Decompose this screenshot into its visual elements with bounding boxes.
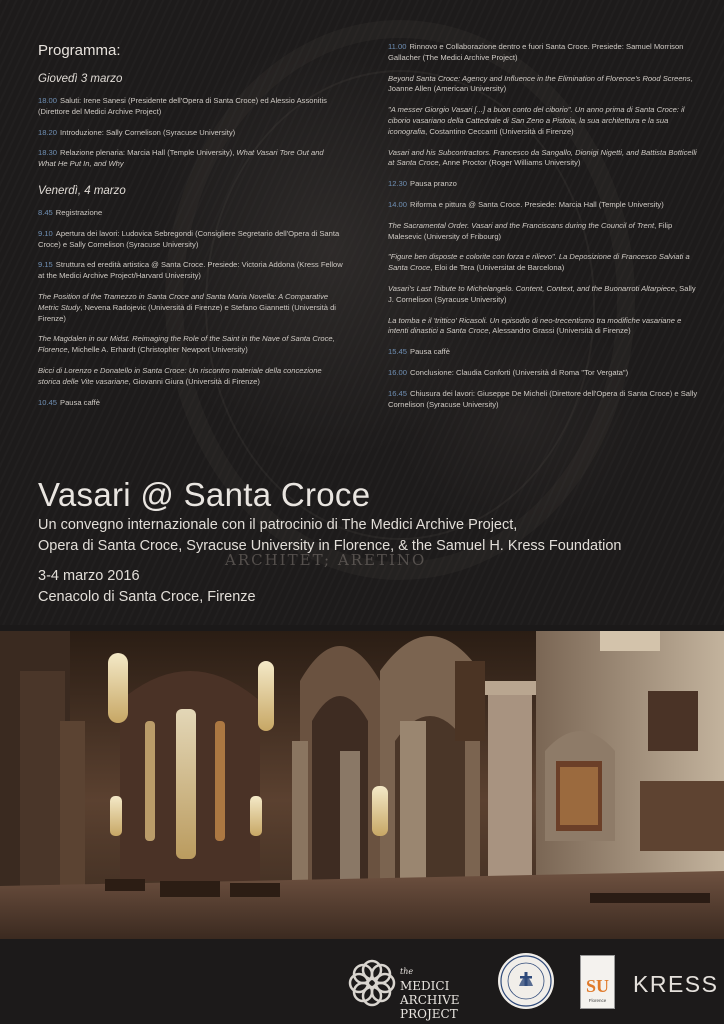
entry-text: Pausa caffè	[410, 347, 450, 357]
program-entry	[38, 128, 343, 139]
entry-text: Relazione plenaria: Marcia Hall (Temple University),	[60, 148, 237, 158]
event-subtitle-line-1: Un convegno internazionale con il patrocinio di The Medici Archive Project,	[38, 517, 518, 533]
entry-paper-title: The Sacramental Order. Vasari and the Franciscans during the Council of Trent	[388, 220, 655, 230]
program-entry	[38, 366, 343, 388]
entry-paper-title: The Magdalen in our Midst. Reimaging the Role of the Saint in the Nave of Santa Croce, Florence	[38, 334, 335, 355]
opera-santa-croce-seal	[497, 952, 555, 1010]
entry-text: Registrazione	[55, 207, 103, 217]
program-entry	[38, 334, 343, 356]
program-entry	[388, 74, 698, 96]
entry-text: Riforma e pittura @ Santa Croce. Presiede: Marcia Hall (Temple University)	[410, 199, 664, 209]
entry-time: 12.30	[388, 179, 408, 189]
entry-paper-title: What Vasari Tore Out and What He Put In, and Why	[38, 148, 324, 169]
program-entry	[388, 179, 698, 190]
medici-logo-line-3: PROJECT	[400, 1007, 458, 1021]
su-logo-text: SU	[585, 976, 609, 996]
entry-time: 14.00	[388, 199, 408, 209]
entry-paper-title: "A messer Giorgio Vasari [...] a buon conto del ciborio". Un anno prima di Santa Croce: il ciborio vasariano della Cattedrale di San Zeno a Pistoia, la sua architettura e la sua iconografia	[388, 105, 685, 136]
entry-text: Apertura dei lavori: Ludovica Sebregondi (Consigliere Segretario dell'Opera di Santa Croce) e Sally Cornelison (Syracuse University)	[38, 228, 340, 249]
entry-text: Conclusione: Claudia Conforti (Università di Roma "Tor Vergata")	[410, 367, 629, 377]
program-entry	[388, 316, 698, 338]
entry-text: Pausa pranzo	[410, 179, 457, 189]
entry-time: 18.30	[38, 148, 58, 158]
entry-paper-title: "Figure ben disposte e colorite con forza e rilievo". La Deposizione di Francesco Salviati a Santa Croce	[388, 252, 690, 273]
entry-time: 18.20	[38, 127, 58, 137]
entry-text: Chiusura dei lavori: Giuseppe De Micheli (Direttore dell'Opera di Santa Croce) e Sally Cornelison (Syracuse University)	[388, 388, 698, 409]
entry-speaker: , Sally J. Cornelison (Syracuse University)	[388, 283, 696, 304]
entry-paper-title: Beyond Santa Croce: Agency and Influence in the Elimination of Florence's Rood Screens	[388, 73, 691, 83]
program-entry	[388, 389, 698, 411]
right-entries	[388, 42, 698, 410]
entry-paper-title: Vasari and his Subcontractors. Francesco da Sangallo, Dionigi Nigetti, and Battista Botticelli at Santa Croce	[388, 147, 697, 168]
entry-speaker: , Nevena Radojevic (Università di Firenze) e Stefano Giannetti (Università di Firenze)	[38, 302, 336, 323]
entry-text: Rinnovo e Collaborazione dentro e fuori Santa Croce. Presiede: Samuel Morrison Gallacher (The Medici Archive Project)	[388, 42, 684, 62]
program-left-column	[38, 42, 343, 418]
su-logo-subtext: Florence	[588, 998, 607, 1003]
program-entry	[388, 200, 698, 211]
entry-time: 9.10	[38, 228, 53, 238]
day-heading-2: Venerdì, 4 marzo	[38, 184, 126, 197]
event-venue: Cenacolo di Santa Croce, Firenze	[38, 589, 256, 605]
event-title-block	[38, 476, 698, 607]
entry-time: 11.00	[388, 42, 407, 51]
program-entry	[388, 284, 698, 306]
entry-speaker: , Anne Proctor (Roger Williams University)	[438, 158, 581, 168]
program-entry	[388, 221, 698, 243]
syracuse-university-florence-logo	[580, 955, 615, 1009]
program-entry	[38, 260, 343, 282]
entry-paper-title: Vasari's Last Tribute to Michelangelo. Content, Context, and the Buonarroti Altarpiece	[388, 283, 675, 293]
entry-time: 8.45	[38, 207, 53, 217]
day2-entries	[38, 208, 343, 408]
church-interior-photo	[0, 631, 724, 939]
program-entry	[38, 292, 343, 324]
entry-text: Struttura ed eredità artistica @ Santa Croce. Presiede: Victoria Addona (Kress Fellow at the Medici Archive Project/Harvard University)	[38, 260, 343, 281]
program-entry	[38, 229, 343, 251]
entry-speaker: , Filip Malesevic (University of Fribourg)	[388, 220, 673, 241]
program-entry	[38, 96, 343, 118]
engraving-caption: ARCHITET; ARETINO	[225, 551, 427, 569]
program-title: Programma:	[38, 42, 121, 59]
program-entry	[388, 368, 698, 379]
medici-logo-line-1: MEDICI	[400, 979, 450, 993]
entry-time: 16.00	[388, 367, 408, 377]
medici-logo-the: the	[400, 967, 414, 976]
day-heading-1: Giovedì 3 marzo	[38, 73, 123, 85]
program-entry	[388, 252, 698, 274]
program-entry	[38, 208, 343, 219]
entry-paper-title: La tomba e il 'trittico' Ricasoli. Un episodio di neo-trecentismo tra modifiche vasariane e intenti dinastici a Santa Croce	[388, 315, 682, 336]
day1-entries	[38, 96, 343, 170]
entry-speaker: , Joanne Allen (American University)	[388, 73, 693, 94]
program-entry	[388, 148, 698, 170]
entry-speaker: , Alessandro Grassi (Università di Firenze)	[488, 326, 631, 336]
program-entry	[388, 347, 698, 358]
kress-logo: KRESS	[633, 971, 719, 997]
medici-flower-icon	[348, 959, 396, 1007]
entry-time: 10.45	[38, 397, 58, 407]
program-entry	[38, 398, 343, 409]
program-right-column	[388, 42, 698, 420]
entry-text: Pausa caffè	[60, 397, 100, 407]
entry-speaker: , Giovanni Giura (Università di Firenze)	[128, 376, 260, 386]
entry-time: 16.45	[388, 388, 408, 398]
entry-paper-title: The Position of the Tramezzo in Santa Croce and Santa Maria Novella: A Comparative Metric Study	[38, 291, 329, 312]
entry-speaker: , Eloi de Tera (Universitat de Barcelona)	[430, 263, 565, 273]
program-entry	[388, 105, 698, 137]
event-subtitle-line-2: Opera di Santa Croce, Syracuse University in Florence, & the Samuel H. Kress Foundation	[38, 538, 622, 554]
event-title: Vasari @ Santa Croce	[38, 476, 371, 513]
sponsor-logos	[0, 939, 724, 1024]
entry-speaker: , Michelle A. Erhardt (Christopher Newport University)	[67, 345, 248, 355]
entry-time: 9.15	[38, 260, 53, 270]
program-entry	[38, 148, 343, 170]
entry-time: 15.45	[388, 347, 408, 357]
medici-archive-project-logo	[348, 957, 478, 1021]
entry-paper-title: Bicci di Lorenzo e Donatello in Santa Croce: Un riscontro materiale della concezione storica delle Vite vasariane	[38, 365, 322, 386]
entry-time: 18.00	[38, 96, 58, 105]
medici-logo-line-2: ARCHIVE	[400, 993, 460, 1007]
entry-text: Introduzione: Sally Cornelison (Syracuse University)	[60, 127, 236, 137]
entry-text: Saluti: Irene Sanesi (Presidente dell'Opera di Santa Croce) ed Alessio Assonitis (Direttore del Medici Archive Project)	[38, 96, 327, 116]
entry-speaker: , Costantino Ceccanti (Università di Firenze)	[425, 126, 574, 136]
event-dates: 3-4 marzo 2016	[38, 568, 140, 584]
program-entry	[388, 42, 698, 64]
